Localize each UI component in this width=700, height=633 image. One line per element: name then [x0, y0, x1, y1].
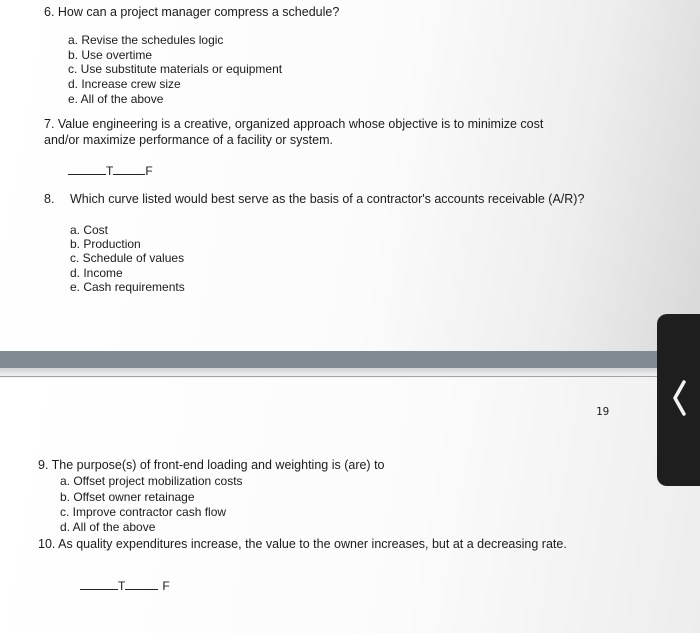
question-9-option-d: d. All of the above: [60, 520, 156, 534]
false-blank[interactable]: [125, 578, 158, 590]
true-label: T: [106, 164, 114, 178]
question-6-text: 6. How can a project manager compress a schedule?: [44, 5, 340, 19]
page-divider-band: [0, 351, 700, 368]
question-8-option-a: a. Cost: [70, 223, 109, 237]
question-9-text: 9. The purpose(s) of front-end loading and weighting is (are) to: [38, 458, 385, 472]
chevron-left-icon: [670, 379, 688, 422]
question-8-number: 8.: [44, 192, 55, 206]
question-9-option-b: b. Offset owner retainage: [60, 490, 195, 504]
question-6-option-b: b. Use overtime: [68, 48, 153, 62]
question-8-option-b: b. Production: [70, 237, 141, 251]
true-label: T: [118, 579, 126, 593]
true-blank[interactable]: [68, 163, 106, 175]
question-7-true-false: [68, 163, 153, 178]
true-blank[interactable]: [80, 578, 118, 590]
question-8-text: Which curve listed would best serve as the basis of a contractor's accounts receivable (A/R)?: [70, 192, 585, 206]
question-6-option-a: a. Revise the schedules logic: [68, 33, 224, 47]
page-divider-line: [0, 376, 700, 377]
question-10-text: 10. As quality expenditures increase, the value to the owner increases, but at a decreasing rate.: [38, 537, 567, 551]
false-label: F: [145, 164, 153, 178]
question-6-option-c: c. Use substitute materials or equipment: [68, 62, 283, 76]
question-9-option-c: c. Improve contractor cash flow: [60, 505, 227, 519]
question-6-option-e: e. All of the above: [68, 92, 164, 106]
question-7-text-line2: and/or maximize performance of a facility or system.: [44, 133, 333, 147]
question-8-option-e: e. Cash requirements: [70, 280, 185, 294]
false-blank[interactable]: [113, 163, 145, 175]
question-8-option-c: c. Schedule of values: [70, 251, 185, 265]
question-8-option-d: d. Income: [70, 266, 123, 280]
question-6-option-d: d. Increase crew size: [68, 77, 181, 91]
page-number: 19: [596, 405, 610, 418]
side-panel-handle[interactable]: [657, 314, 700, 486]
question-10-true-false: [80, 578, 170, 593]
question-7-text-line1: 7. Value engineering is a creative, organized approach whose objective is to minimize cost: [44, 117, 544, 131]
false-label: F: [162, 579, 170, 593]
question-9-option-a: a. Offset project mobilization costs: [60, 474, 243, 488]
